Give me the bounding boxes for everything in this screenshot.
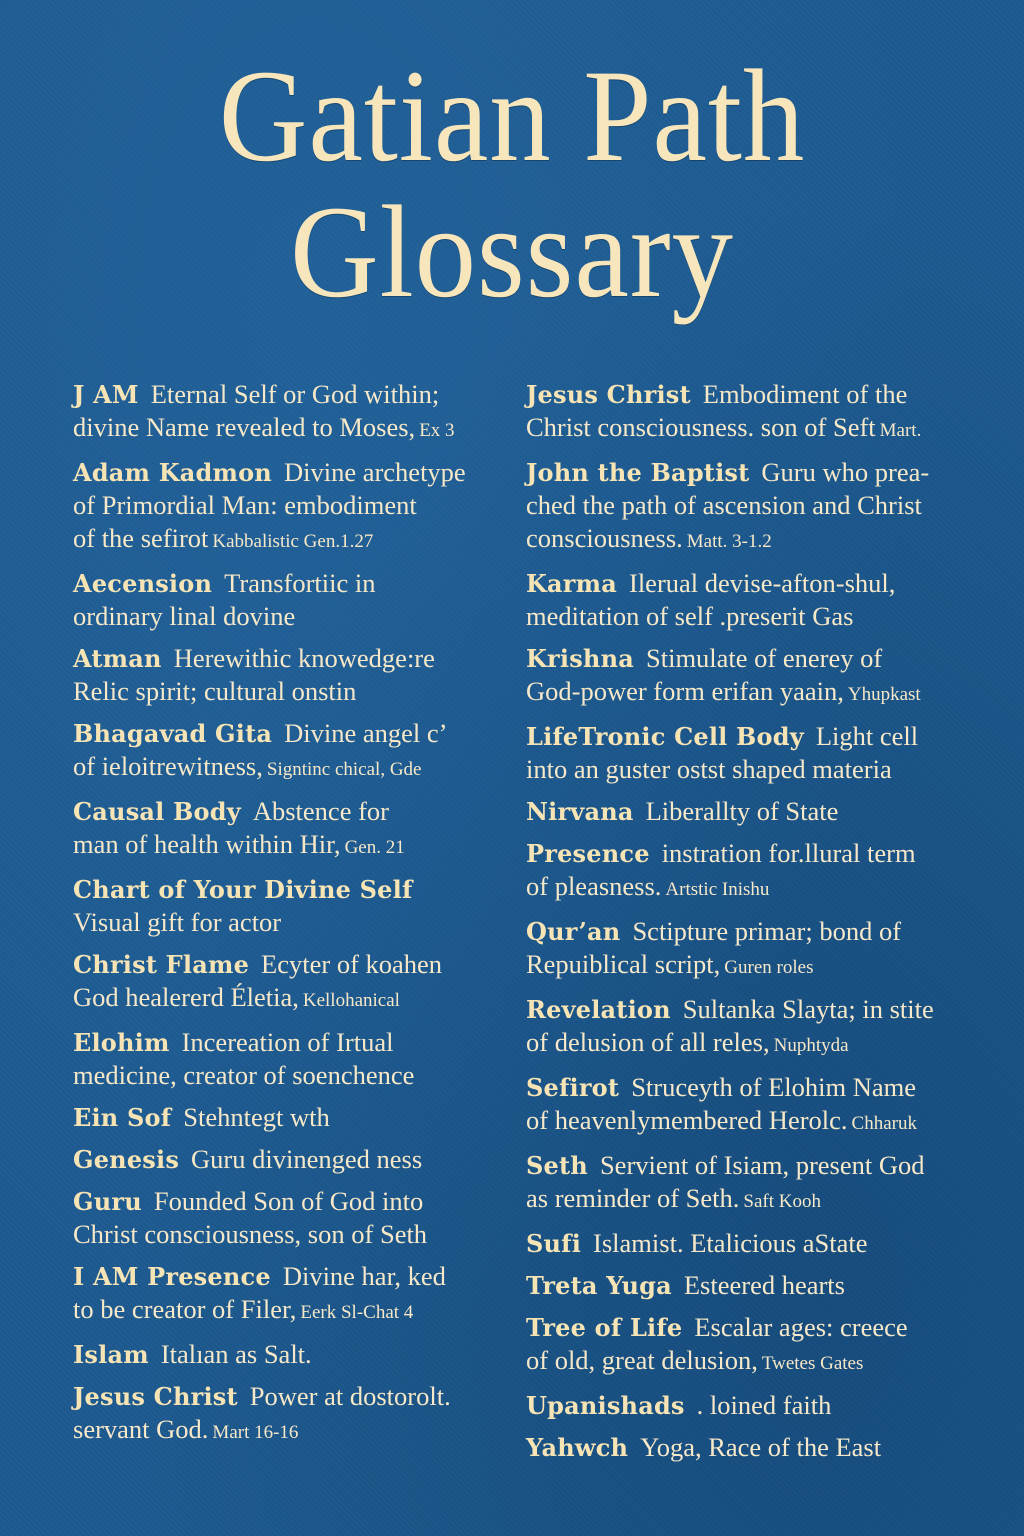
reference-citation: Ex 3 — [419, 420, 455, 441]
title-line-2: Glossary — [290, 178, 734, 325]
definition-text: Embodiment of the — [702, 379, 908, 409]
glossary-entry-lifetronic-cell-body — [526, 720, 996, 786]
glossary-term: Qur’an — [526, 917, 621, 946]
definition-text: Struceyth of Elohim Name — [631, 1072, 916, 1102]
glossary-term: John the Baptist — [526, 458, 750, 487]
glossary-term: LifeTronic Cell Body — [526, 722, 804, 751]
glossary-term: Guru — [73, 1187, 142, 1216]
definition-text: Eternal Self or God within; — [150, 379, 440, 409]
definition-text: Incereation of Irtual — [181, 1027, 394, 1057]
entry-line — [73, 1260, 513, 1293]
entry-line — [526, 489, 996, 522]
entry-line — [73, 642, 513, 675]
entry-line — [73, 1059, 513, 1092]
glossary-entry-elohim — [73, 1026, 513, 1092]
definition-text: Abstence for — [252, 796, 389, 826]
entry-line — [526, 1431, 996, 1464]
reference-citation: Yhupkast — [847, 684, 921, 705]
definition-text: to be creator of Filer, — [73, 1294, 297, 1324]
definition-text: Divine angel c’ — [284, 718, 448, 748]
glossary-term: Elohim — [73, 1028, 170, 1057]
reference-citation: Matt. 3-1.2 — [686, 531, 772, 552]
glossary-entry-bhagavad-gita — [73, 717, 513, 786]
glossary-entry-atman — [73, 642, 513, 708]
glossary-entry-adam-kadmon — [73, 456, 513, 558]
definition-text: of old, great delusion, — [526, 1345, 758, 1375]
definition-text: of heavenlymembered Herolc. — [526, 1105, 848, 1135]
glossary-entry-jesus-christ — [73, 1380, 513, 1449]
definition-text: God-power form erifan yaain, — [526, 676, 844, 706]
glossary-entry-guru — [73, 1185, 513, 1251]
definition-text: Stimulate of enerey of — [645, 643, 883, 673]
glossary-entry-treta-yuga — [526, 1269, 996, 1302]
glossary-term: Tree of Life — [526, 1313, 683, 1342]
glossary-term: Sufi — [526, 1229, 582, 1258]
definition-text: Visual gift for actor — [73, 907, 282, 937]
entry-line — [73, 906, 513, 939]
glossary-term: Upanishads — [526, 1391, 685, 1420]
definition-text: Guru who prea- — [761, 457, 930, 487]
glossary-term: Islam — [73, 1340, 149, 1369]
reference-citation: Eerk Sl-Chat 4 — [300, 1302, 414, 1323]
glossary-entry-revelation — [526, 993, 996, 1062]
entry-line — [526, 837, 996, 870]
definition-text: of delusion of all reles, — [526, 1027, 770, 1057]
entry-line — [526, 1269, 996, 1302]
glossary-term: Bhagavad Gita — [73, 719, 273, 748]
glossary-term: Treta Yuga — [526, 1271, 672, 1300]
definition-text: Divine archetype — [283, 457, 466, 487]
definition-text: Escalar ages: creece — [694, 1312, 908, 1342]
entry-line — [73, 717, 513, 750]
glossary-entry-upanishads — [526, 1389, 996, 1422]
glossary-term: Christ Flame — [73, 950, 250, 979]
glossary-entry-seth — [526, 1149, 996, 1218]
definition-text: Ilerual devise-afton-shul, — [629, 568, 896, 598]
definition-text: ordinary linal dovine — [73, 601, 296, 631]
entry-line — [526, 1104, 996, 1140]
entry-line — [73, 567, 513, 600]
entry-line — [73, 873, 513, 906]
glossary-entry-john-the-baptist — [526, 456, 996, 558]
glossary-entry-nirvana — [526, 795, 996, 828]
definition-text: instration for.llural term — [661, 838, 916, 868]
glossary-term: Ein Sof — [73, 1103, 172, 1132]
definition-text: divine Name revealed to Moses, — [73, 412, 416, 442]
definition-text: Islamist. Etalicious aState — [593, 1228, 868, 1258]
definition-text: Servient of Isiam, present God — [599, 1150, 925, 1180]
reference-citation: Kellohanical — [302, 990, 400, 1011]
definition-text: . loined faith — [696, 1390, 832, 1420]
glossary-term: Causal Body — [73, 797, 241, 826]
glossary-term: Karma — [526, 569, 617, 598]
entry-line — [73, 1413, 513, 1449]
glossary-entry-presence — [526, 837, 996, 906]
entry-line — [526, 456, 996, 489]
entry-line — [73, 1338, 513, 1371]
definition-text: Liberallty of State — [645, 796, 839, 826]
definition-text: Repuiblical script, — [526, 949, 721, 979]
definition-text: ched the path of ascension and Christ — [526, 490, 922, 520]
entry-line — [526, 1026, 996, 1062]
definition-text: of pleasness. — [526, 871, 662, 901]
entry-line — [526, 567, 996, 600]
glossary-entry-jesus-christ — [526, 378, 996, 447]
entry-line — [526, 1182, 996, 1218]
entry-line — [73, 522, 513, 558]
entry-line — [526, 1149, 996, 1182]
reference-citation: Kabbalistic Gen.1.27 — [212, 531, 374, 552]
entry-line — [73, 456, 513, 489]
glossary-term: Jesus Christ — [526, 380, 691, 409]
definition-text: Christ consciousness, son of Seth — [73, 1219, 428, 1249]
entry-line — [526, 675, 996, 711]
entry-line — [526, 1227, 996, 1260]
definition-text: Herewithic knowedge:re — [173, 643, 435, 673]
entry-line — [73, 828, 513, 864]
entry-line — [526, 795, 996, 828]
entry-line — [526, 642, 996, 675]
reference-citation: Mart 16-16 — [212, 1422, 299, 1443]
glossary-entry-ein-sof — [73, 1101, 513, 1134]
reference-citation: Guren roles — [724, 957, 814, 978]
glossary-term: Genesis — [73, 1145, 180, 1174]
entry-line — [73, 795, 513, 828]
glossary-term: Atman — [73, 644, 162, 673]
entry-line — [73, 378, 513, 411]
glossary-entry-j-am — [73, 378, 513, 447]
entry-line — [73, 1026, 513, 1059]
reference-citation: Gen. 21 — [344, 837, 405, 858]
definition-text: Sultanka Slayta; in stite — [682, 994, 934, 1024]
definition-text: consciousness. — [526, 523, 683, 553]
definition-text: Italıan as Salt. — [160, 1339, 312, 1369]
definition-text: Transfortiic in — [224, 568, 376, 598]
glossary-term: Jesus Christ — [73, 1382, 238, 1411]
reference-citation: Chharuk — [851, 1113, 917, 1134]
entry-line — [73, 489, 513, 522]
entry-line — [73, 1380, 513, 1413]
title-line-1: Gatian Path — [218, 42, 806, 189]
glossary-term: Presence — [526, 839, 650, 868]
glossary-entry-karma — [526, 567, 996, 633]
glossary-entry-sefirot — [526, 1071, 996, 1140]
page-title — [36, 42, 988, 325]
entry-line — [526, 948, 996, 984]
entry-line — [73, 1185, 513, 1218]
glossary-term: I AM Presence — [73, 1262, 271, 1291]
entry-line — [526, 411, 996, 447]
glossary-term: Yahwch — [526, 1433, 629, 1462]
reference-citation: Saft Kooh — [743, 1191, 821, 1212]
definition-text: Power at dostorolt. — [249, 1381, 451, 1411]
entry-line — [73, 675, 513, 708]
entry-line — [526, 1071, 996, 1104]
glossary-term: Nirvana — [526, 797, 634, 826]
reference-citation: Nuphtyda — [773, 1035, 849, 1056]
reference-citation: Artstic Inishu — [665, 879, 770, 900]
definition-text: of Primordial Man: embodiment — [73, 490, 417, 520]
definition-text: servant God. — [73, 1414, 209, 1444]
glossary-entry-yahwch — [526, 1431, 996, 1464]
entry-line — [73, 1143, 513, 1176]
reference-citation: Twetes Gates — [761, 1353, 864, 1374]
entry-line — [526, 1311, 996, 1344]
definition-text: as reminder of Seth. — [526, 1183, 740, 1213]
definition-text: Yoga, Race of the East — [640, 1432, 882, 1462]
glossary-term: Sefirot — [526, 1073, 620, 1102]
glossary-entry-christ-flame — [73, 948, 513, 1017]
glossary-entry-i-am-presence — [73, 1260, 513, 1329]
entry-line — [526, 753, 996, 786]
definition-text: into an guster ostst shaped materia — [526, 754, 892, 784]
entry-line — [73, 948, 513, 981]
entry-line — [526, 378, 996, 411]
entry-line — [526, 522, 996, 558]
glossary-entry-qur-an — [526, 915, 996, 984]
reference-citation: Signtinc chical, Gde — [266, 759, 422, 780]
entry-line — [526, 993, 996, 1026]
glossary-term: Krishna — [526, 644, 634, 673]
glossary-term: Seth — [526, 1151, 588, 1180]
entry-line — [526, 1389, 996, 1422]
definition-text: Divine har, ked — [282, 1261, 446, 1291]
glossary-entry-tree-of-life — [526, 1311, 996, 1380]
glossary-column-right — [526, 378, 996, 1473]
glossary-term: J AM — [73, 380, 139, 409]
glossary-column-left — [73, 378, 513, 1458]
glossary-entry-aecension — [73, 567, 513, 633]
glossary-entry-chart-of-your-divine-self — [73, 873, 513, 939]
glossary-entry-islam — [73, 1338, 513, 1371]
glossary-entry-genesis — [73, 1143, 513, 1176]
entry-line — [526, 1344, 996, 1380]
entry-line — [73, 750, 513, 786]
entry-line — [526, 600, 996, 633]
reference-citation: Mart. — [879, 420, 922, 441]
definition-text: Stehntegt wth — [183, 1102, 330, 1132]
definition-text: God healererd Életia, — [73, 982, 299, 1012]
glossary-entry-causal-body — [73, 795, 513, 864]
definition-text: meditation of self .preserit Gas — [526, 601, 854, 631]
entry-line — [73, 1218, 513, 1251]
definition-text: medicine, creator of soenchence — [73, 1060, 415, 1090]
definition-text: of ieloitrewitness, — [73, 751, 263, 781]
entry-line — [526, 915, 996, 948]
glossary-term: Revelation — [526, 995, 671, 1024]
entry-line — [526, 720, 996, 753]
definition-text: Guru divinenged ness — [191, 1144, 423, 1174]
entry-line — [73, 411, 513, 447]
entry-line — [73, 1293, 513, 1329]
entry-line — [73, 1101, 513, 1134]
glossary-entry-krishna — [526, 642, 996, 711]
definition-text: Ecyter of koahen — [261, 949, 443, 979]
definition-text: of the sefirot — [73, 523, 209, 553]
definition-text: Esteered hearts — [683, 1270, 845, 1300]
definition-text: Founded Son of God into — [153, 1186, 424, 1216]
definition-text: Christ consciousness. son of Seft — [526, 412, 876, 442]
entry-line — [73, 981, 513, 1017]
glossary-term: Adam Kadmon — [73, 458, 272, 487]
glossary-term: Chart of Your Divine Self — [73, 875, 413, 904]
definition-text: man of health within Hir, — [73, 829, 341, 859]
entry-line — [73, 600, 513, 633]
definition-text: Relic spirit; cultural onstin — [73, 676, 357, 706]
definition-text: Sctipture primar; bond of — [632, 916, 902, 946]
glossary-entry-sufi — [526, 1227, 996, 1260]
entry-line — [526, 870, 996, 906]
definition-text: Light cell — [815, 721, 919, 751]
glossary-term: Aecension — [73, 569, 213, 598]
